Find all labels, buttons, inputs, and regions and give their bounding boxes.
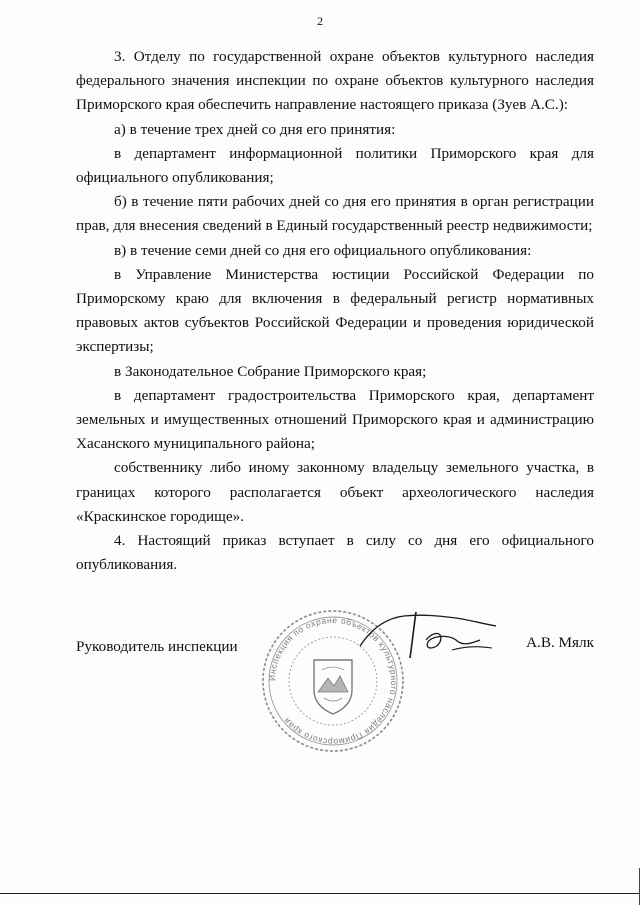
paragraph-ministry-justice: в Управление Министерства юстиции Российской Федерации по Приморскому краю для включения в федеральный регистр нормативных правовых актов субъектов Российской Федерации и проведения юридической экспертизы; (76, 265, 594, 356)
page-number: 2 (317, 14, 323, 28)
stamp-text: Инспекция по охране объектов культурного наследия Приморского края (266, 614, 400, 748)
paragraph-item-3a: а) в течение трех дней со дня его принятия: (114, 120, 396, 138)
signatory-title: Руководитель инспекции (76, 638, 238, 655)
paragraph-item-3: 3. Отделу по государственной охране объектов культурного наследия федерального значения инспекции по охране объектов культурного наследия Приморского края обеспечить направление настоящего приказа (Зуев А.С.): (76, 48, 594, 114)
signatory-name: А.В. Мялк (526, 634, 594, 651)
scan-border-bottom (0, 893, 640, 894)
paragraph-urban-planning: в департамент градостроительства Приморского края, департамент земельных и имущественных отношений Приморского края и администрацию Хасанского муниципального района; (76, 386, 594, 453)
paragraph-info-policy: в департамент информационной политики Приморского края для официального опубликования; (76, 144, 594, 187)
paragraph-item-3b: б) в течение пяти рабочих дней со дня его принятия в орган регистрации прав, для внесения сведений в Единый государственный реестр недвижимости; (76, 193, 594, 235)
coat-of-arms-icon (314, 660, 352, 714)
handwritten-signature (352, 606, 502, 666)
paragraph-item-3v: в) в течение семи дней со дня его официального опубликования: (114, 241, 532, 259)
paragraph-legislative-assembly: в Законодательное Собрание Приморского края; (114, 362, 427, 380)
paragraph-land-owner: собственнику либо иному законному владельцу земельного участка, в границах которого располагается объект археологического наследия «Краскинское городище». (76, 459, 594, 525)
document-body (76, 45, 594, 577)
paragraph-item-4: 4. Настоящий приказ вступает в силу со дня его официального опубликования. (76, 532, 594, 574)
